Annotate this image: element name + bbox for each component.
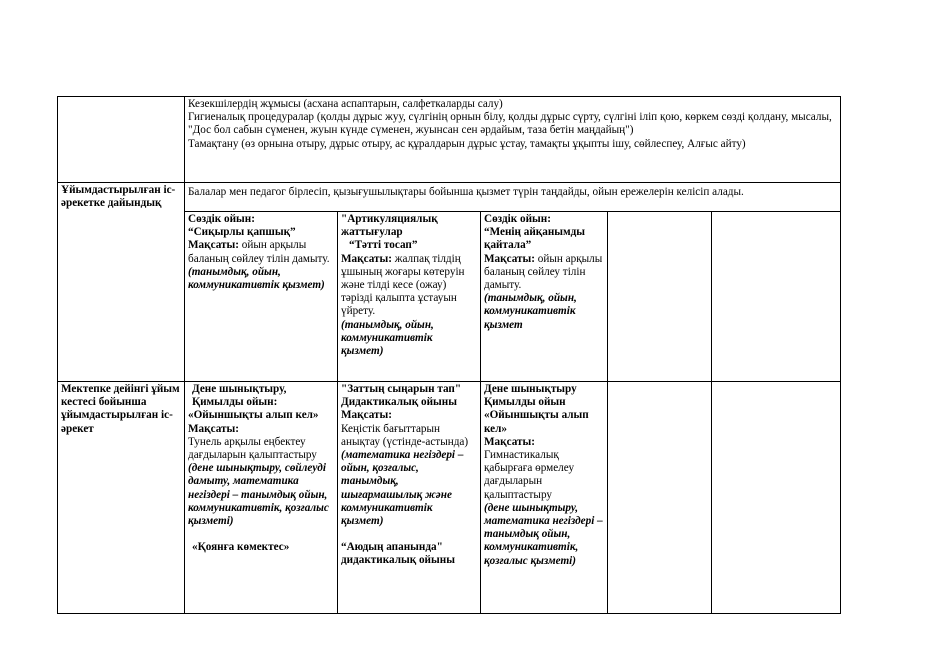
plan-table xyxy=(57,96,841,614)
preparation-activity-1: Сөздік ойын: “Сиқырлы қапшық” Мақсаты: ойын арқылы баланың сөйлеу тілін дамыту. (танымдық, ойын, коммуникативтік қызмет) xyxy=(185,212,338,382)
preparation-activity-4-empty xyxy=(608,212,712,382)
routine-line-3: Тамақтану (өз орнына отыру, дұрыс отыру, ас құралдарын дұрыс ұстау, тамақты ұқыпты ішу, сөйлеспеу, Алғыс айту) xyxy=(188,137,746,150)
table-row-preparation xyxy=(58,183,841,212)
organized-activity-header: Мектепке дейінгі ұйым кестесі бойынша ұйымдастырылған іс-әрекет xyxy=(58,382,185,614)
table-row-routine xyxy=(58,97,841,183)
organized-activity-4-empty xyxy=(608,382,712,614)
organized-activity-2: "Заттың сыңарын тап" Дидактикалық ойыны Мақсаты: Кеңістік бағыттарын анықтау (үстінде-астында) (математика негіздері – ойын, қозғалыс, танымдық, шығармашылық және коммуникативтік қызмет) “Аюдың апанында" дидактикалық ойыны xyxy=(338,382,481,614)
preparation-activity-5-empty xyxy=(712,212,841,382)
routine-line-1: Кезекшілердің жұмысы (асхана аспаптарын, салфеткаларды салу) xyxy=(188,98,503,110)
preparation-activity-3: Сөздік ойын: “Менің айқанымды қайтала” Мақсаты: ойын арқылы баланың сөйлеу тілін дамыту. (танымдық, ойын, коммуникативтік қызмет xyxy=(481,212,608,382)
routine-cell xyxy=(185,97,841,183)
routine-line-2: Гигиеналық процедуралар (қолды дұрыс жуу, сүлгінің орнын білу, қолды дұрыс сүрту, сүлгіні іліп қою, көркем сөзді қолдану, мысалы, "Дос бол сабын сүменен, жуын күнде сүменен, жуынсан сен әрдайым, таза бетін маңдайың") xyxy=(188,111,832,137)
table-row-organized-activity xyxy=(58,382,841,614)
preparation-header: Ұйымдастырылған іс-әрекетке дайындық xyxy=(58,183,185,382)
organized-activity-1: Дене шынықтыру, Қимылды ойын: «Ойыншықты алып кел» Мақсаты: Тунель арқылы еңбектеу дағдыларын қалыптастыру (дене шынықтыру, сөйлеуді дамыту, математика негіздері – танымдық ойын, коммуникативтік, қозғалыс қызметі) «Қоянға көмектес» xyxy=(185,382,338,614)
row1-empty-header xyxy=(58,97,185,183)
preparation-intro: Балалар мен педагог бірлесіп, қызығушылықтары бойынша қызмет түрін таңдайды, ойын ережелерін келісіп алады. xyxy=(185,183,841,212)
organized-activity-3: Дене шынықтыру Қимылды ойын «Ойыншықты алып кел» Мақсаты: Гимнастикалық қабырғаға өрмелеу дағдыларын қалыптастыру (дене шынықтыру, математика негіздері – танымдық ойын, коммуникативтік, қозғалыс қызметі) xyxy=(481,382,608,614)
organized-activity-5-empty xyxy=(712,382,841,614)
preparation-activity-2: "Артикуляциялық жаттығулар “Тәтті тосап” Мақсаты: жалпақ тілдің ұшының жоғары көтеруін және тілді кесе (ожау) тәрізді қалыпта ұстауын үйрету. (танымдық, ойын, коммуникативтік қызмет) xyxy=(338,212,481,382)
